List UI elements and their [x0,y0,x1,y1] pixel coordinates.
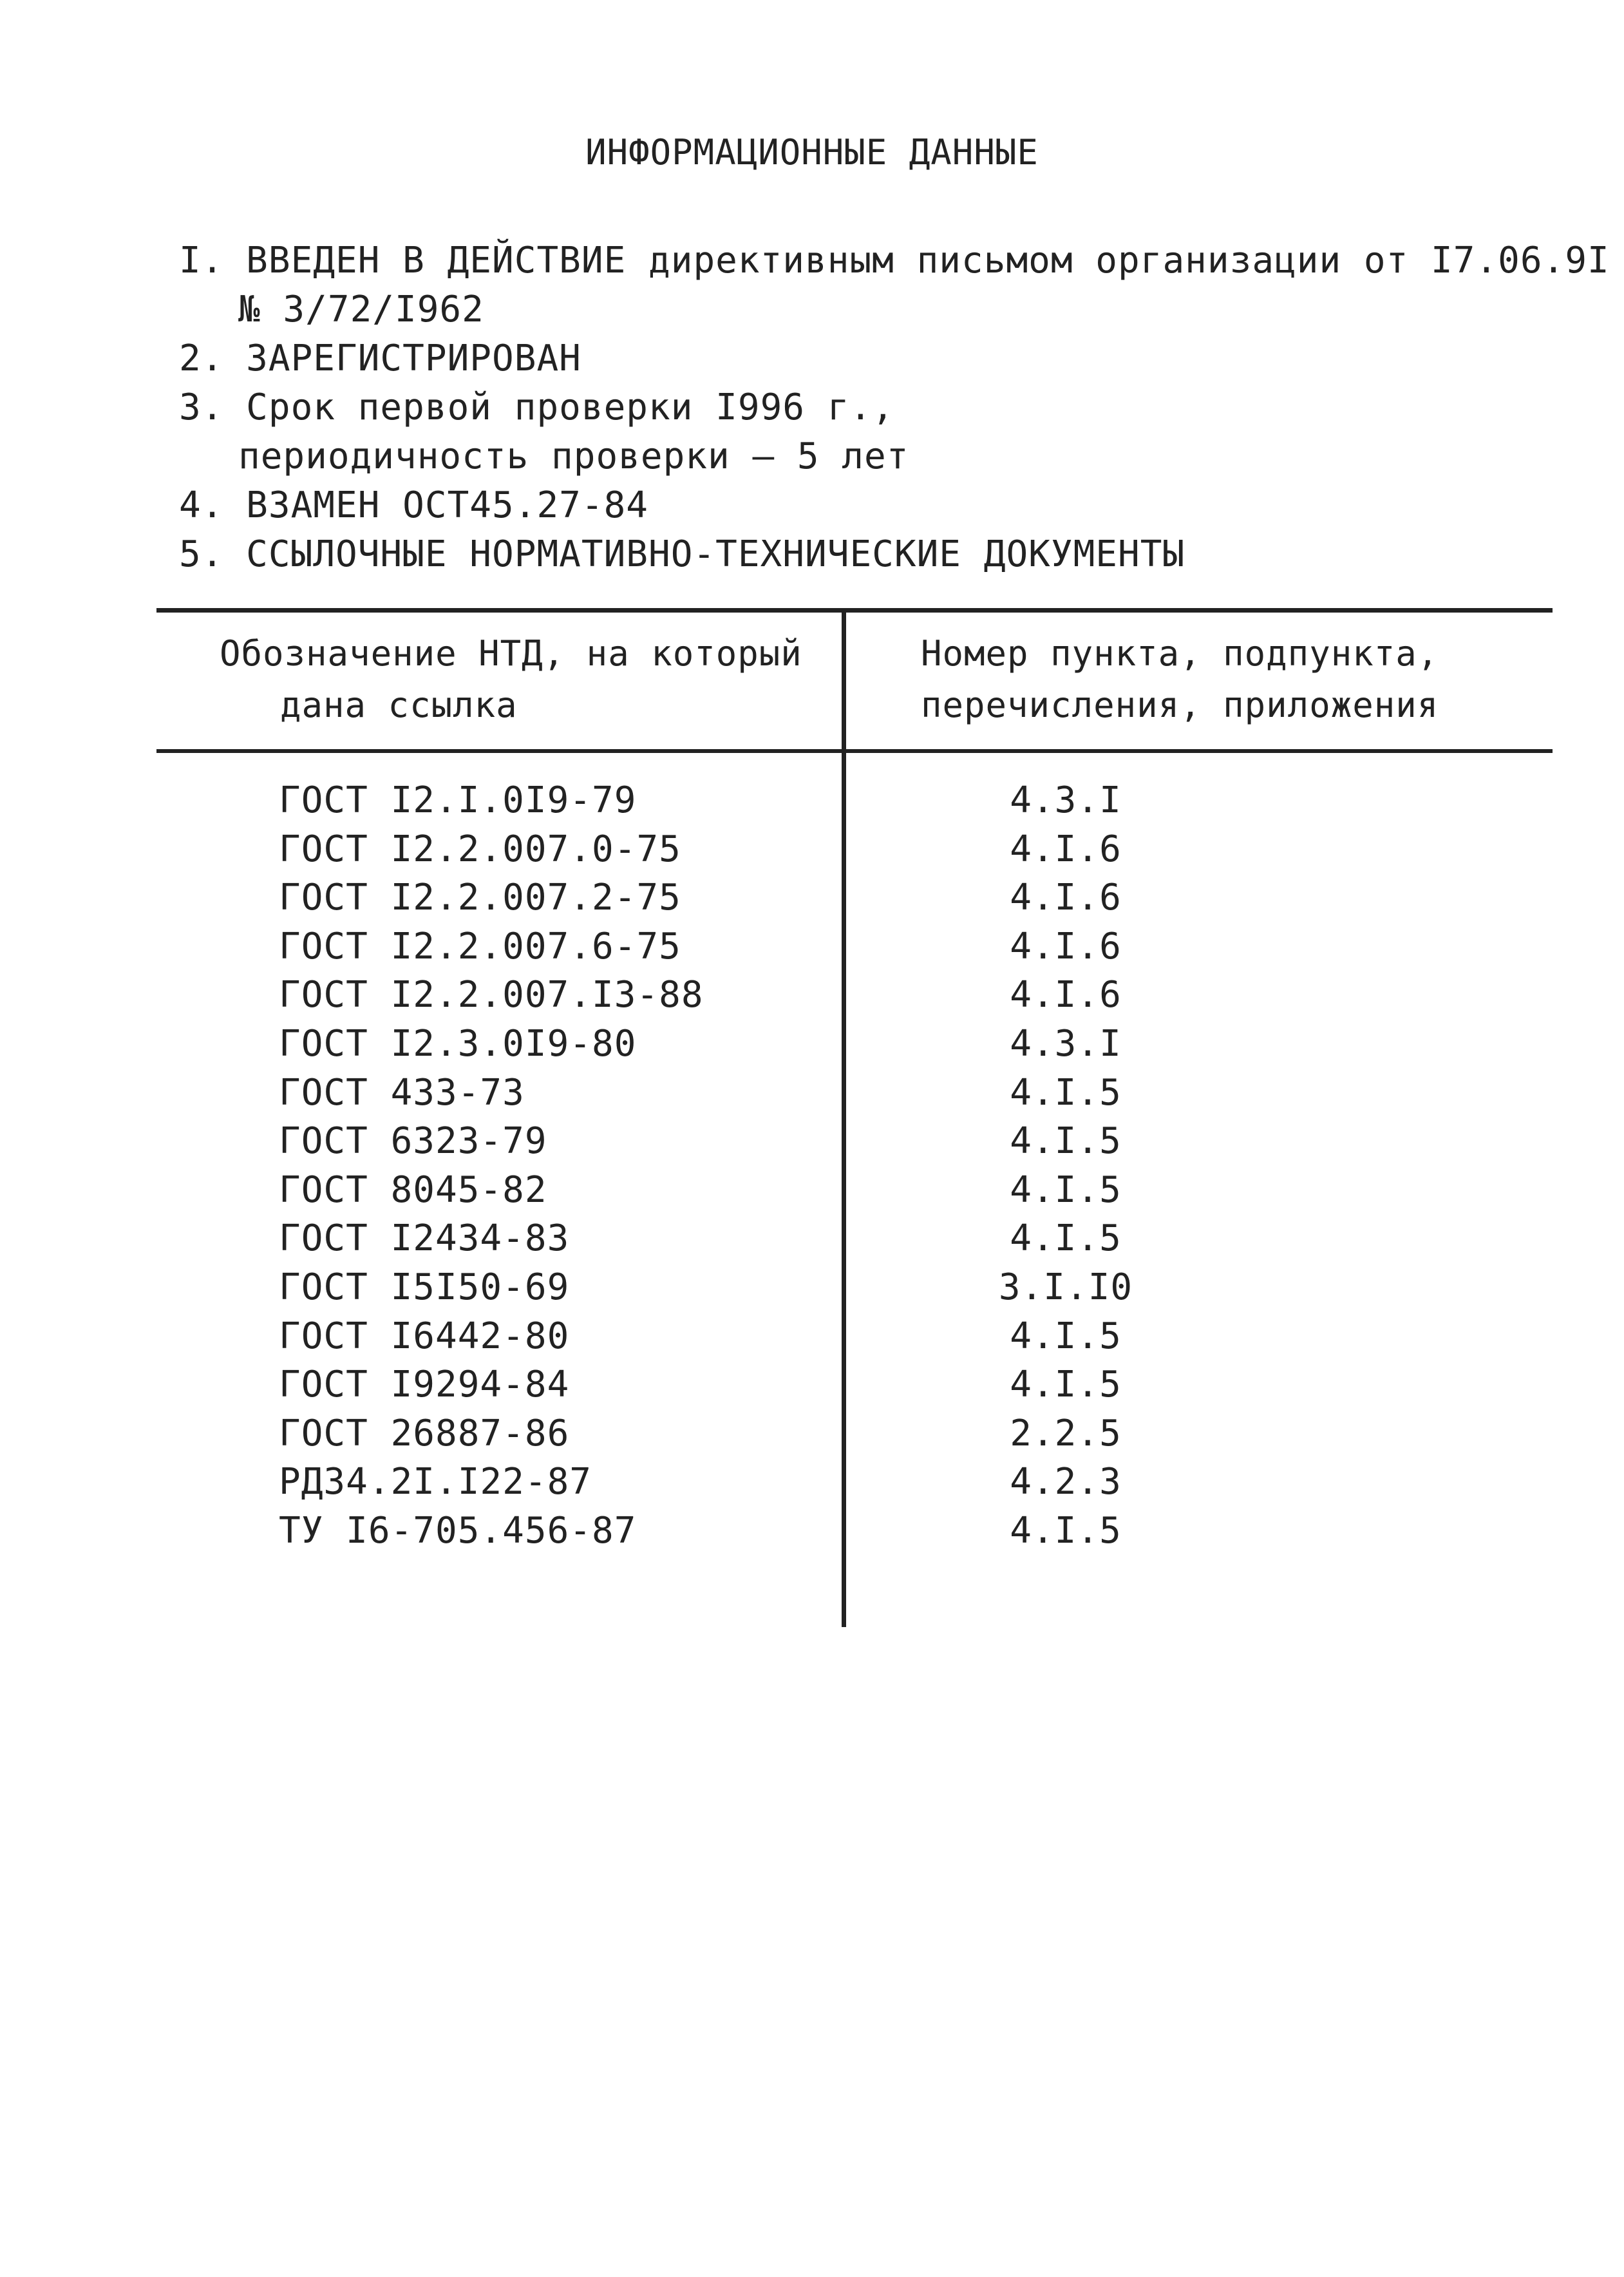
info-item-5: 5. ССЫЛОЧНЫЕ НОРМАТИВНО-ТЕХНИЧЕСКИЕ ДОКУМЕНТЫ [179,533,1185,575]
document-designation-cell: ГОСТ I2434-83 [279,1217,570,1260]
info-item-3-continuation: периодичность проверки – 5 лет [238,435,909,477]
table-row [0,922,1624,971]
document-designation-cell: ГОСТ I2.2.007.0-75 [279,828,681,870]
table-row [0,1020,1624,1068]
clause-number-cell: 4.I.5 [1010,1071,1122,1114]
document-designation-cell: ГОСТ I2.2.007.I3-88 [279,974,704,1016]
clause-number-cell: 4.I.6 [1010,925,1122,967]
info-item-2: 2. ЗАРЕГИСТРИРОВАН [179,338,581,379]
table-header-designation-line2: дана ссылка [280,685,518,725]
table-row [0,825,1624,873]
document-designation-cell: ГОСТ I2.3.0I9-80 [279,1023,637,1065]
table-row [0,971,1624,1019]
document-designation-cell: ГОСТ 26887-86 [279,1412,570,1454]
table-header-rule [156,749,1553,753]
document-designation-cell: РД34.2I.I22-87 [279,1461,592,1503]
info-item-1-number: № 3/72/I962 [238,289,484,330]
clause-number-cell: 2.2.5 [1010,1412,1122,1454]
document-designation-cell: ГОСТ I6442-80 [279,1315,570,1357]
document-designation-cell: ТУ I6-705.456-87 [279,1510,637,1552]
table-row [0,1069,1624,1117]
document-designation-cell: ГОСТ I9294-84 [279,1364,570,1406]
table-row [0,1166,1624,1214]
clause-number-cell: 4.I.6 [1010,974,1122,1016]
info-item-3: 3. Срок первой проверки I996 г., [179,386,894,428]
clause-number-cell: 4.I.6 [1010,828,1122,870]
table-row [0,1458,1624,1506]
info-item-4: 4. ВЗАМЕН ОСТ45.27-84 [179,484,649,526]
table-header-clause-line1: Номер пункта, подпункта, [921,633,1439,674]
clause-number-cell: 4.3.I [1010,779,1122,821]
table-row [0,1117,1624,1165]
document-designation-cell: ГОСТ I2.2.007.2-75 [279,877,681,919]
document-designation-cell: ГОСТ I2.2.007.6-75 [279,925,681,967]
clause-number-cell: 4.I.5 [1010,1168,1122,1211]
clause-number-cell: 4.I.5 [1010,1364,1122,1406]
table-header-clause-line2: перечисления, приложения [921,685,1439,725]
clause-number-cell: 4.I.6 [1010,877,1122,919]
table-row [0,1409,1624,1458]
clause-number-cell: 4.I.5 [1010,1510,1122,1552]
clause-number-cell: 4.I.5 [1010,1120,1122,1163]
clause-number-cell: 4.I.5 [1010,1217,1122,1260]
clause-number-cell: 4.I.5 [1010,1315,1122,1357]
clause-number-cell: 4.2.3 [1010,1461,1122,1503]
table-top-rule [156,608,1553,613]
document-designation-cell: ГОСТ I2.I.0I9-79 [279,779,637,821]
table-row [0,1360,1624,1409]
document-designation-cell: ГОСТ I5I50-69 [279,1266,570,1308]
document-designation-cell: ГОСТ 6323-79 [279,1120,547,1163]
table-row [0,873,1624,922]
table-header-designation-line1: Обозначение НТД, на который [220,633,802,674]
document-designation-cell: ГОСТ 433-73 [279,1071,525,1114]
info-item-1: I. ВВЕДЕН В ДЕЙСТВИЕ директивным письмом организации от I7.06.9I [179,240,1610,281]
table-row [0,776,1624,824]
document-designation-cell: ГОСТ 8045-82 [279,1168,547,1211]
table-row [0,1263,1624,1311]
table-row [0,1214,1624,1262]
clause-number-cell: 3.I.I0 [998,1266,1133,1308]
table-row [0,1507,1624,1555]
clause-number-cell: 4.3.I [1010,1023,1122,1065]
table-row [0,1312,1624,1360]
page-title: ИНФОРМАЦИОННЫЕ ДАННЫЕ [585,132,1039,173]
